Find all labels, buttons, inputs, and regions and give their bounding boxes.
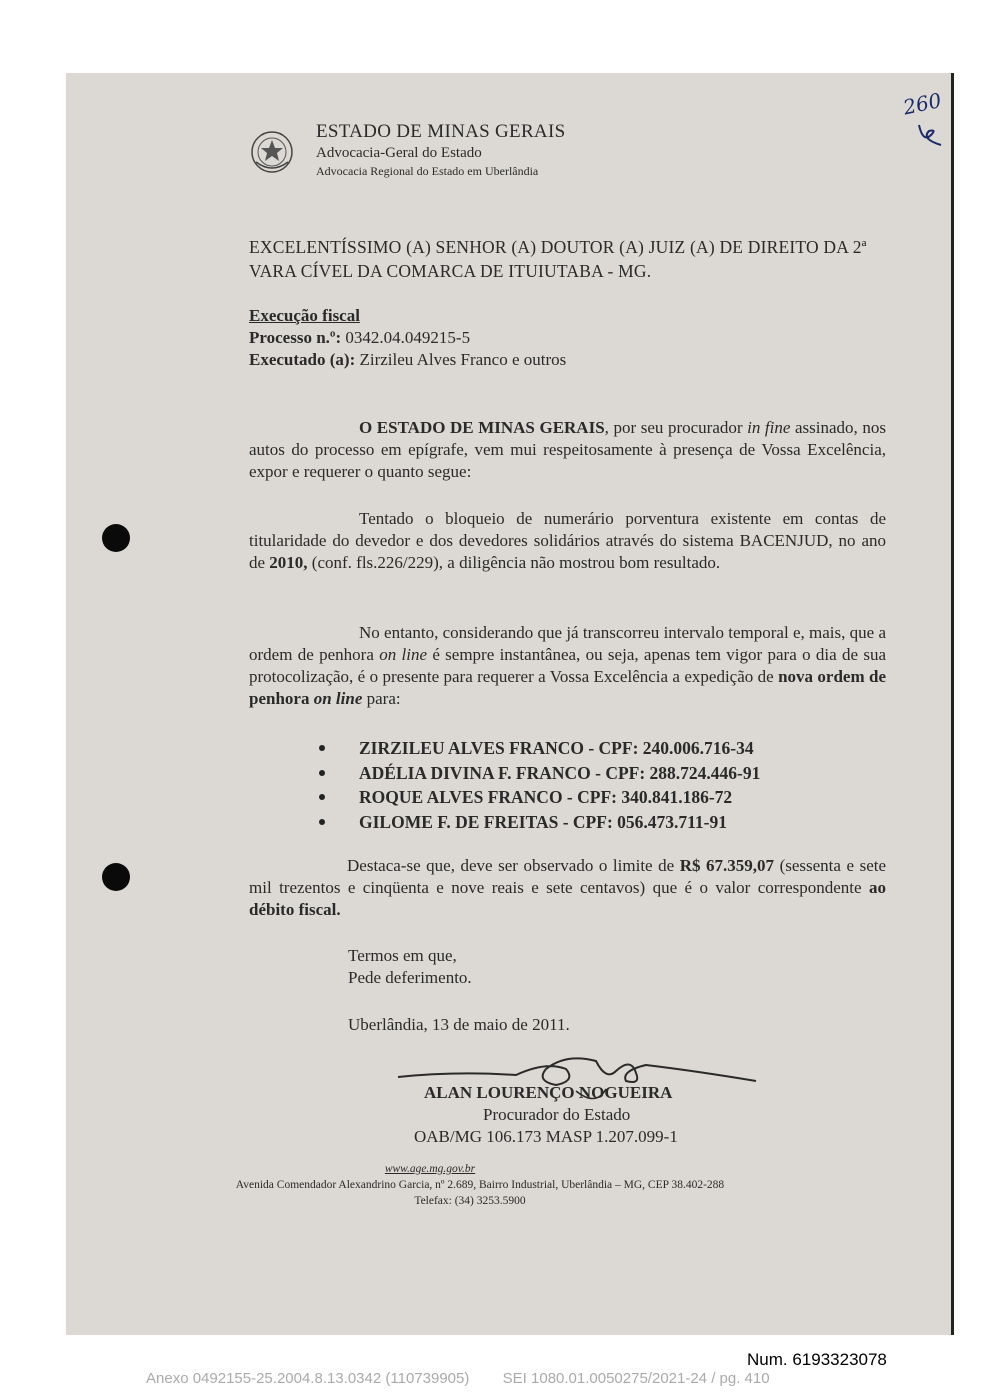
- document-number: Num. 6193323078: [747, 1350, 887, 1369]
- signer-role: Procurador do Estado: [483, 1105, 631, 1124]
- text: (sessenta e sete mil trezentos e cinqüenta e nove reais e sete centavos) que é o valor correspondente: [249, 856, 887, 897]
- closing-line: Pede deferimento.: [348, 968, 472, 987]
- text: é sempre instantânea, ou seja, apenas tem vigor para o dia de sua protocolização, é o presente para requerer a Vossa Excelência a expedição de: [249, 645, 886, 686]
- paragraph-limit: [249, 855, 886, 921]
- list-item: ADÉLIA DIVINA F. FRANCO - CPF: 288.724.446-91: [311, 761, 760, 786]
- text: Tentado o bloqueio de numerário porventura existente em contas de titularidade do devedor e dos devedores solidários através do sistema BACENJUD, no ano de: [249, 509, 886, 572]
- case-meta: [249, 305, 566, 371]
- text: assinado, nos autos do processo em epígrafe, vem mui respeitosamente à presença de Vossa Excelência, expor e requerer o quanto segue:: [249, 418, 886, 481]
- text: on line: [313, 689, 363, 708]
- state-coat-of-arms-icon: [250, 128, 294, 176]
- text: No entanto, considerando que já transcorreu intervalo temporal e, mais, que a ordem de penhora: [249, 623, 886, 664]
- paragraph-intro: [249, 417, 886, 483]
- text: 2010,: [269, 553, 308, 572]
- text: on line: [379, 645, 427, 664]
- addressee: EXCELENTÍSSIMO (A) SENHOR (A) DOUTOR (A) JUIZ (A) DE DIREITO DA 2ª VARA CÍVEL DA COMARCA DE ITUIUTABA - MG.: [249, 237, 867, 281]
- amount: R$ 67.359,07: [679, 856, 775, 875]
- list-item: ZIRZILEU ALVES FRANCO - CPF: 240.006.716-34: [311, 736, 760, 761]
- debtor-list: [311, 736, 760, 834]
- text: nova ordem de penhora: [249, 667, 886, 708]
- process-value: 0342.04.049215-5: [341, 328, 471, 347]
- scanned-page: [66, 73, 954, 1335]
- handwritten-signature: [396, 1051, 766, 1113]
- paragraph-bacenjud: [249, 508, 886, 574]
- text: Destaca-se que, deve ser observado o limite de: [347, 856, 680, 875]
- signer-name: ALAN LOURENÇO NOGUEIRA: [424, 1083, 673, 1102]
- paragraph-request: [249, 622, 886, 710]
- header-subtitle: Advocacia-Geral do Estado: [316, 145, 482, 161]
- document-type: Execução fiscal: [249, 306, 360, 325]
- text: , por seu procurador: [604, 418, 748, 437]
- executed-value: Zirzileu Alves Franco e outros: [355, 350, 567, 369]
- footer-phone: Telefax: (34) 3253.5900: [414, 1195, 526, 1207]
- text: ao débito fiscal.: [249, 878, 886, 919]
- text: (conf. fls.226/229), a diligência não mostrou bom resultado.: [307, 553, 721, 572]
- signer-registration: OAB/MG 106.173 MASP 1.207.099-1: [414, 1127, 678, 1146]
- annex-reference: Anexo 0492155-25.2004.8.13.0342 (110739905) SEI 1080.01.0050275/2021-24 / pg. 410: [146, 1370, 770, 1387]
- punch-hole: [102, 863, 130, 891]
- header-title: ESTADO DE MINAS GERAIS: [316, 121, 566, 142]
- closing-line: Termos em que,: [348, 946, 457, 965]
- executed-label: Executado (a):: [249, 350, 356, 369]
- footer-address: Avenida Comendador Alexandrino Garcia, nº 2.689, Bairro Industrial, Uberlândia – MG, CEP 38.402-288: [235, 1179, 725, 1191]
- list-item: ROQUE ALVES FRANCO - CPF: 340.841.186-72: [311, 785, 760, 810]
- place-date: Uberlândia, 13 de maio de 2011.: [348, 1015, 570, 1034]
- handwritten-page-number: [901, 83, 951, 153]
- party-name: O ESTADO DE MINAS GERAIS: [359, 418, 605, 437]
- handwritten-page-number-text: 260: [901, 88, 944, 120]
- text: para:: [362, 689, 401, 708]
- punch-hole: [102, 524, 130, 552]
- process-label: Processo n.º:: [249, 328, 342, 347]
- list-item: GILOME F. DE FREITAS - CPF: 056.473.711-91: [311, 810, 760, 835]
- footer-url: www.age.mg.gov.br: [384, 1163, 476, 1175]
- text: in fine: [747, 418, 791, 437]
- header-subtitle-regional: Advocacia Regional do Estado em Uberlândia: [316, 164, 539, 178]
